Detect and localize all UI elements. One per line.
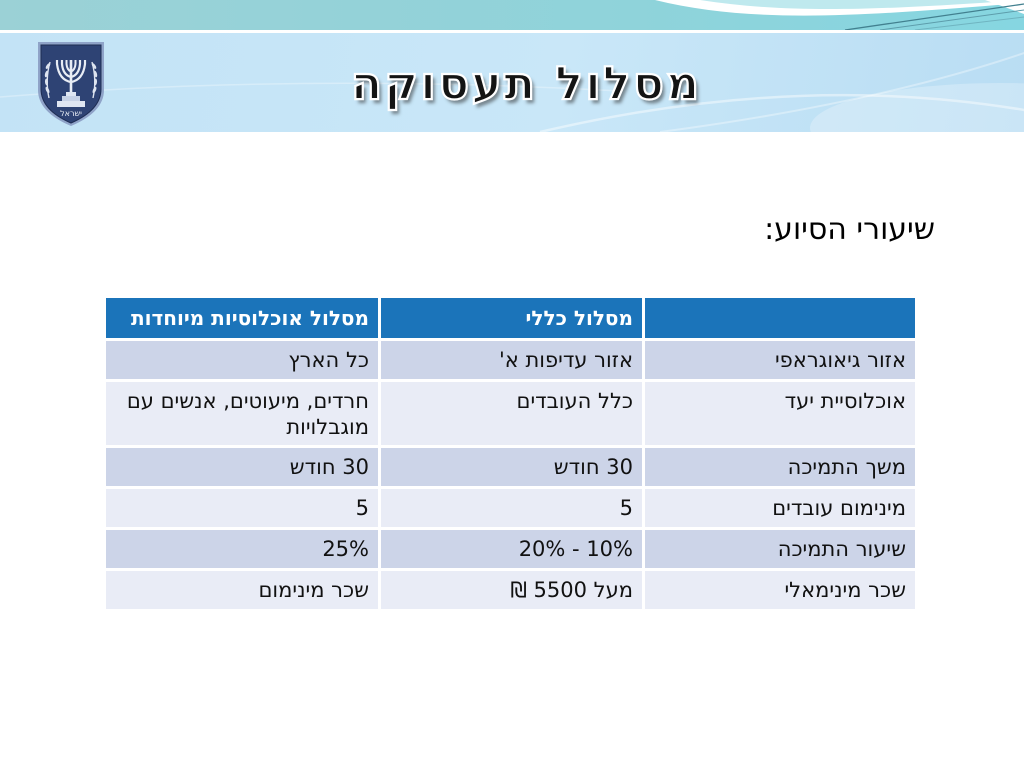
row-label: משך התמיכה <box>644 447 917 488</box>
row-label: אזור גיאוגראפי <box>644 340 917 381</box>
row-label: אוכלוסיית יעד <box>644 381 917 447</box>
emblem-caption: ישראל <box>60 109 82 118</box>
israel-state-emblem-logo <box>36 40 106 128</box>
row-label: מינימום עובדים <box>644 488 917 529</box>
cell-special: 30 חודש <box>105 447 380 488</box>
table-row-target-population <box>105 381 917 447</box>
section-heading: שיעורי הסיוע: <box>764 212 935 247</box>
top-decorative-band <box>0 0 1024 30</box>
table-row-support-duration <box>105 447 917 488</box>
header-empty-cell <box>644 297 917 340</box>
table-row-geographic-area <box>105 340 917 381</box>
cell-special: חרדים, מיעוטים, אנשים עם מוגבלויות <box>105 381 380 447</box>
cell-special: שכר מינימום <box>105 570 380 611</box>
slide-title: מסלול תעסוקה <box>350 56 702 110</box>
cell-general: 30 חודש <box>380 447 644 488</box>
cell-general: 10% - 20% <box>380 529 644 570</box>
header-special-populations-track: מסלול אוכלוסיות מיוחדות <box>105 297 380 340</box>
cell-general: מעל 5500 ₪ <box>380 570 644 611</box>
menorah-shield-icon <box>36 40 106 128</box>
row-label: שכר מינימאלי <box>644 570 917 611</box>
cell-special: 5 <box>105 488 380 529</box>
table-row-support-rate <box>105 529 917 570</box>
table-header-row <box>105 297 917 340</box>
row-label: שיעור התמיכה <box>644 529 917 570</box>
cell-general: כלל העובדים <box>380 381 644 447</box>
cell-special: 25% <box>105 529 380 570</box>
swoosh-graphic <box>0 0 1024 30</box>
cell-general: 5 <box>380 488 644 529</box>
table-row-minimum-employees <box>105 488 917 529</box>
assistance-rates-table <box>103 295 918 612</box>
cell-general: אזור עדיפות א' <box>380 340 644 381</box>
table-row-minimal-wage <box>105 570 917 611</box>
cell-special: כל הארץ <box>105 340 380 381</box>
header-general-track: מסלול כללי <box>380 297 644 340</box>
